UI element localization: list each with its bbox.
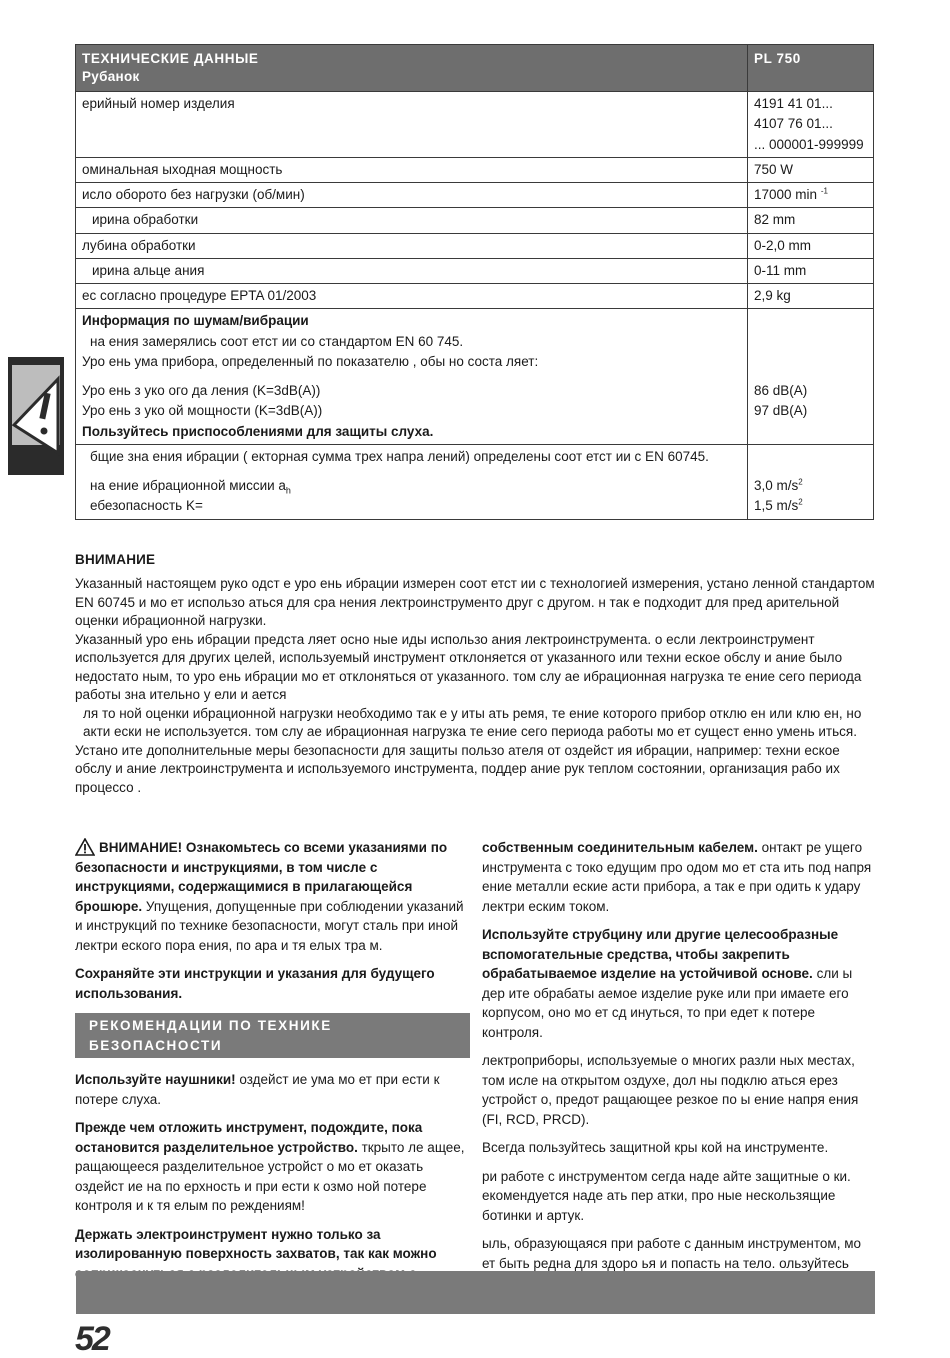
row-label: ирина обработки	[76, 208, 748, 233]
safety-paragraph: лектроприборы, используемые о многих разли ных местах, том исле на открытом оздухе, дол ны подклю аться ерез устройст о, предот ращающее резкое по ы ение напря ения (FI, RCD, PRCD).	[482, 1053, 859, 1127]
attention-heading: ВНИМАНИЕ	[75, 552, 156, 567]
table-row	[76, 157, 874, 182]
serial-number-1: 4191 41 01...	[754, 96, 833, 112]
serial-number-2: 4107 76 01...	[754, 116, 833, 132]
paragraph-text: онтакт ре ущего инструмента с токо едущим про одом мо ет ста ить под напря ение металли еские асти прибора, а так е при одить к удару лектри еским током.	[482, 840, 872, 914]
noise-title: Информация по шумам/вибрации	[82, 313, 309, 329]
table-header-title-cell	[76, 45, 748, 92]
uncertainty-value	[754, 496, 867, 516]
left-column	[75, 838, 470, 1292]
serial-number-range: ... 000001-999999	[754, 136, 864, 152]
paragraph-lead: собственным соединительным кабелем.	[482, 840, 758, 855]
safety-paragraph	[75, 1070, 470, 1109]
vibration-value-1-exp: 2	[798, 477, 803, 487]
paragraph-text: ткрыто ле ащее, ращающееся разделительное устройст о мо ет оказать оздейст ие на по ерхность и при ести к озмо ной потере контроля и к тя елым по реждениям!	[75, 1139, 465, 1213]
noise-line: Уро ень ума прибора, определенный по показателю , обы но соста ляет:	[82, 353, 539, 369]
noise-line: Уро ень з уко ой мощности (K=3dB(A))	[82, 403, 323, 419]
row-label: лубина обработки	[76, 233, 748, 258]
safety-paragraph: ри работе с инструментом сегда наде айте защитные о ки. екомендуется наде ать пер атки, про ные нескользящие ботинки и артук.	[482, 1168, 851, 1223]
keep-instructions-note: Сохраняйте эти инструкции и указания для будущего использования.	[75, 966, 435, 1001]
safety-paragraph	[482, 925, 877, 1042]
noise-values-cell	[748, 309, 874, 445]
row-value: 2,9 kg	[748, 284, 874, 309]
noise-row	[76, 309, 874, 445]
row-value: 750 W	[748, 157, 874, 182]
warning-triangle-icon	[8, 357, 64, 475]
paragraph-text: сли ы дер ите обрабаты аемое изделие руке или при имаете его корпусом, оно мо ет сд инуться, то при едет к потере контроля.	[482, 966, 853, 1040]
row-value: 0-11 mm	[748, 258, 874, 283]
safety-section-title: РЕКОМЕНДАЦИИ ПО ТЕХНИКЕ БЕЗОПАСНОСТИ	[75, 1013, 470, 1058]
vibration-value-2: 1,5 m/s	[754, 498, 799, 514]
attention-text	[75, 575, 875, 797]
safety-paragraph: Всегда пользуйтесь защитной кры кой на инструменте.	[482, 1140, 829, 1155]
attention-paragraph: Указанный настоящем руко одст е уро ень ибрации измерен соот етст ии с технологией измерения, устано ленной стандартом EN 60745 и мо ет использо аться для сра нения лектроинструменто друг с другом. н так е подходит для пред арительной оценки ибрационной нагрузки.	[75, 576, 875, 628]
vibration-line: бщие зна ения ибрации ( екторная сумма трех напра лений) определены соот етст ии с EN 60745.	[90, 448, 709, 464]
warning-icon	[75, 838, 95, 856]
technical-data-table	[75, 44, 874, 520]
attention-paragraph: ля то ной оценки ибрационной нагрузки необходимо так е у иты ать ремя, те ение которого прибор отклю ен или клю ен, но акти ески не используется. том слу ае ибрационная нагрузка те ение сего периода работы мо ет сущест енно умень иться.	[83, 705, 862, 739]
vibration-subscript: h	[285, 485, 291, 496]
safety-paragraph: ыль, образующаяся при работе с данным инструментом, мо ет быть редна для здоро ья и попасть на тело. ользуйтесь	[482, 1236, 862, 1271]
vibration-line	[82, 476, 741, 496]
vibration-info-cell	[76, 444, 748, 519]
table-header-row	[76, 45, 874, 92]
sound-power-value: 97 dB(A)	[754, 403, 808, 419]
warning-side-tab	[8, 357, 64, 475]
general-warning	[75, 838, 470, 955]
row-value: 0-2,0 mm	[748, 233, 874, 258]
table-row	[76, 208, 874, 233]
safety-paragraph	[482, 838, 877, 916]
speed-unit-exponent: -1	[820, 186, 828, 196]
attention-paragraph: Устано ите дополнительные меры безопасности для защиты пользо ателя от оздейст ия ибрации, например: техни еское обслу и ание лектроинструмента и используемого инструмента, поддер ание рук теплом состоянии, организация рабо их процессо .	[75, 742, 840, 795]
table-subtitle: Рубанок	[82, 68, 140, 84]
table-row	[76, 92, 874, 158]
row-label: оминальная ыходная мощность	[76, 157, 748, 182]
paragraph-lead: Прежде чем отложить инструмент, подождите, пока остановится разделительное устройство.	[75, 1120, 423, 1155]
row-value: 82 mm	[748, 208, 874, 233]
table-row	[76, 258, 874, 283]
vibration-emission-label: на ение ибрационной миссии a	[90, 478, 286, 494]
right-column	[482, 838, 877, 1282]
page-number: 52	[75, 1320, 109, 1358]
speed-value: 17000 min	[754, 187, 818, 203]
table-row	[76, 284, 874, 309]
table-title: ТЕХНИЧЕСКИЕ ДАННЫЕ	[82, 51, 259, 66]
attention-paragraph: Указанный уро ень ибрации предста ляет осно ные иды использо ания лектроинструмента. о если лектроинструмент используется для других целей, используемый инструмент отклоняется от указанного или техни еское обслу и ание было недостато ным, то уро ень ибрации мо ет отклоняться от указанного. том слу ае ибрационная нагрузка те ение сего периода работы зна ительно у ели и ается	[75, 631, 862, 702]
vibration-value-1: 3,0 m/s	[754, 478, 799, 494]
noise-line: Уро ень з уко ого да ления (K=3dB(A))	[82, 383, 321, 399]
paragraph-lead: Используйте струбцину или другие целесообразные вспомогательные средства, чтобы закрепить обрабатываемое изделие на устойчивой основе.	[482, 927, 839, 981]
row-label: ес согласно процедуре EPTA 01/2003	[76, 284, 748, 309]
row-label: ирина альце ания	[76, 258, 748, 283]
vibration-emission-value	[754, 476, 867, 496]
row-label: ерийный номер изделия	[76, 92, 748, 158]
vibration-row	[76, 444, 874, 519]
footer-bar	[76, 1271, 875, 1314]
sound-pressure-value: 86 dB(A)	[754, 383, 808, 399]
row-label: исло оборото без нагрузки (об/мин)	[76, 183, 748, 208]
warning-text: Упущения, допущенные при соблюдении указаний и инструкций по технике безопасности, могут сталь при иной лектри еского пора ения, по ара и тя елых тра м.	[75, 898, 464, 953]
safety-paragraph	[75, 1118, 470, 1216]
table-row	[76, 233, 874, 258]
hearing-protection-note: Пользуйтесь приспособлениями для защиты слуха.	[82, 423, 434, 439]
paragraph-text: оздейст ие ума мо ет при ести к потере слуха.	[75, 1072, 440, 1107]
table-model: PL 750	[748, 45, 874, 92]
noise-line: на ения замерялись соот етст ии со стандартом EN 60 745.	[90, 333, 464, 349]
vibration-line: ебезопасность K=	[90, 498, 203, 514]
row-value	[748, 183, 874, 208]
noise-info-cell	[76, 309, 748, 445]
paragraph-lead: Используйте наушники!	[75, 1072, 236, 1087]
vibration-values-cell	[748, 444, 874, 519]
table-row	[76, 183, 874, 208]
safety-paragraph: Держать электроинструмент нужно только за изолированную поверхность захватов, так как можно	[75, 1226, 437, 1261]
vibration-value-2-exp: 2	[798, 497, 803, 507]
warning-bold-text: ВНИМАНИЕ! Ознакомьтесь со всеми указаниями по безопасности и инструкциями, в том числе с инструкциями, содержащимися в прилагающейся брошюре.	[75, 840, 448, 914]
row-value	[748, 92, 874, 158]
